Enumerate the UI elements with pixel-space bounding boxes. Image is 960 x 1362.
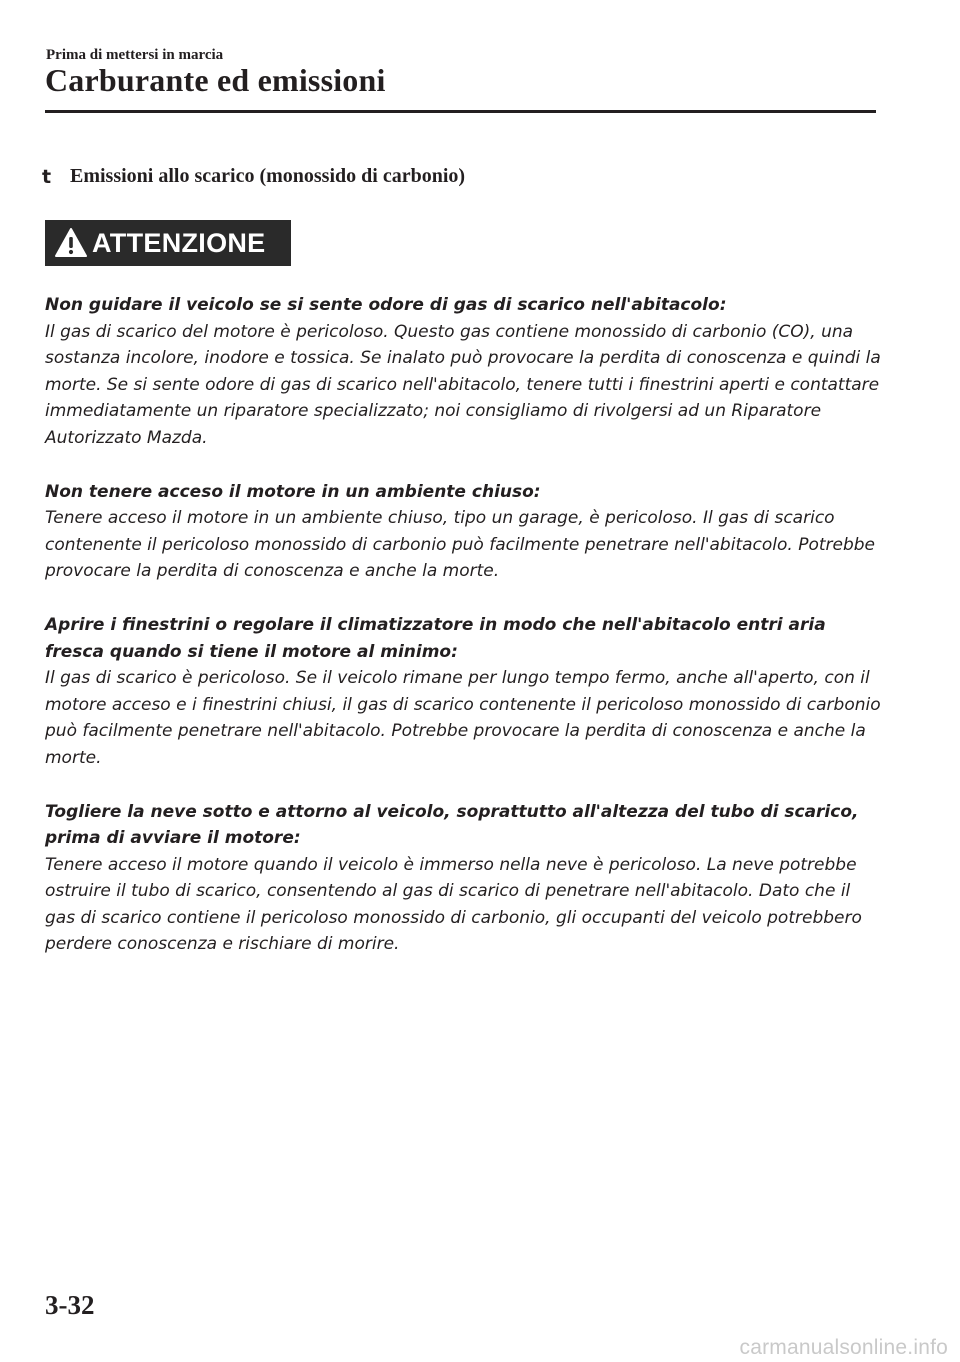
header-divider xyxy=(45,110,876,113)
warning-item xyxy=(45,612,885,772)
warning-body: Tenere acceso il motore quando il veicolo è immerso nella neve è pericoloso. La neve potrebbe ostruire il tubo di scarico, consentendo al gas di scarico di penetrare nell'abitacolo. Dato che il gas di scarico contiene il pericoloso monossido di carbonio, gli occupanti del veicolo potrebbero perdere conoscenza e rischiare di morire. xyxy=(45,854,862,955)
warning-body: Tenere acceso il motore in un ambiente chiuso, tipo un garage, è pericoloso. Il gas di scarico contenente il pericoloso monossido di carbonio può facilmente penetrare nell'abitacolo. Potrebbe provocare la perdita di conoscenza e anche la morte. xyxy=(45,508,876,582)
warning-label: ATTENZIONE xyxy=(92,227,266,258)
warning-heading: Non guidare il veicolo se si sente odore di gas di scarico nell'abitacolo: xyxy=(45,295,727,315)
warning-heading: Togliere la neve sotto e attorno al veicolo, soprattutto all'altezza del tubo di scarico, prima di avviare il motore: xyxy=(45,801,859,849)
warning-body: Il gas di scarico è pericoloso. Se il veicolo rimane per lungo tempo fermo, anche all'aperto, con il motore acceso e i finestrini chiusi, il gas di scarico contenente il pericoloso monossido di carbonio può facilmente penetrare nell'abitacolo. Potrebbe provocare la perdita di conoscenza e anche la morte. xyxy=(45,668,881,768)
warning-heading: Non tenere acceso il motore in un ambiente chiuso: xyxy=(45,481,541,502)
warning-heading: Aprire i finestrini o regolare il climatizzatore in modo che nell'abitacolo entri aria fresca quando si tiene il motore al minimo: xyxy=(45,614,826,662)
warning-body: Il gas di scarico del motore è pericoloso. Questo gas contiene monossido di carbonio (CO), una sostanza incolore, inodore e tossica. Se inalato può provocare la perdita di conoscenza e quindi la morte. Se si sente odore di gas di scarico nell'abitacolo, tenere tutti i finestrini aperti e contattare immediatamente un riparatore specializzato; noi consigliamo di rivolgersi ad un Riparatore Autorizzato Mazda. xyxy=(45,321,881,448)
chapter-title: Prima di mettersi in marcia xyxy=(46,47,224,63)
warning-list xyxy=(45,292,885,985)
warning-item xyxy=(45,799,885,959)
section-bullet-icon: t xyxy=(42,165,52,188)
watermark-text: carmanualsonline.info xyxy=(739,1336,948,1359)
warning-badge xyxy=(45,220,291,266)
warning-item xyxy=(45,292,885,452)
warning-triangle-icon xyxy=(54,227,88,259)
subsection-title: Emissioni allo scarico (monossido di carbonio) xyxy=(70,165,466,187)
section-title: Carburante ed emissioni xyxy=(45,62,386,98)
page-number: 3-32 xyxy=(45,1290,95,1320)
warning-item xyxy=(45,479,885,585)
subsection-heading xyxy=(42,165,465,188)
